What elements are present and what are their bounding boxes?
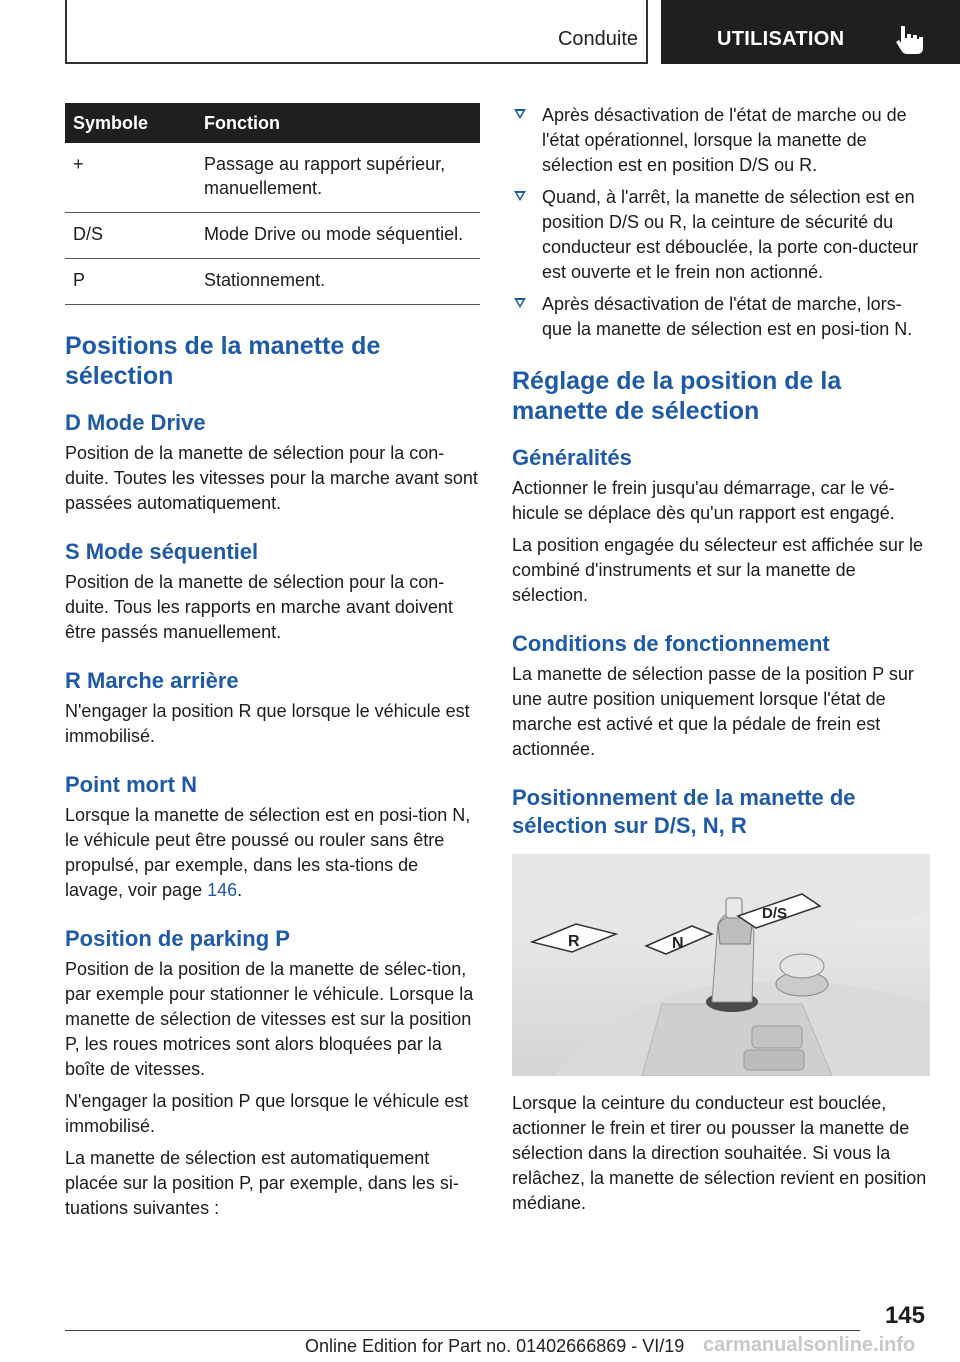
header-section-title: Conduite bbox=[557, 28, 638, 50]
right-column bbox=[512, 103, 930, 1216]
heading-conditions: Conditions de fonctionnement bbox=[512, 631, 830, 656]
figure-label-ds: D/S bbox=[762, 905, 788, 922]
paragraph-generalites-2: La position engagée du sélecteur est affichée sur le combiné d'instruments et sur la manette de sélection. bbox=[512, 535, 923, 605]
triangle-bullet-icon bbox=[514, 191, 526, 201]
function-cell: Stationnement. bbox=[196, 259, 480, 305]
function-table bbox=[65, 103, 480, 305]
paragraph-reverse: N'engager la position R que lorsque le véhicule est immobilisé. bbox=[65, 701, 470, 746]
page-number: 145 bbox=[884, 1302, 925, 1329]
footer-watermark: carmanualsonline.info bbox=[703, 1334, 916, 1356]
symbol-cell: + bbox=[65, 143, 196, 213]
heading-generalites: Généralités bbox=[512, 445, 632, 470]
paragraph-neutral-text: Lorsque la manette de sélection est en posi-tion N, le véhicule peut être poussé ou rouler sans être propulsé, par exemple, dans les sta-tions de lavage, voir page bbox=[65, 805, 471, 900]
figure-label-r: R bbox=[568, 933, 580, 950]
heading-reglage: Réglage de la position de la manette de sélection bbox=[512, 367, 842, 425]
column-header-symbol: Symbole bbox=[65, 103, 196, 143]
paragraph-sequential-mode: Position de la manette de sélection pour la con-duite. Tous les rapports en marche avant doivent être passés manuellement. bbox=[65, 572, 453, 642]
paragraph-conditions: La manette de sélection passe de la position P sur une autre position uniquement lorsque l'état de marche est activé et que la pédale de frein est actionnée. bbox=[512, 664, 914, 759]
gear-selector-illustration bbox=[512, 854, 930, 1076]
symbol-cell: P bbox=[65, 259, 196, 305]
footer-edition: Online Edition for Part no. 01402666869 - VI/19 bbox=[305, 1336, 685, 1356]
triangle-bullet-icon bbox=[514, 109, 526, 119]
list-item bbox=[512, 185, 930, 285]
paragraph-parking-1: Position de la position de la manette de sélec-tion, par exemple pour stationner le véhicule. Lorsque la manette de sélection de vitesses est sur la position P, les roues motrices sont alors bloquées par la boîte de vitesses. bbox=[65, 959, 474, 1079]
column-header-function: Fonction bbox=[196, 103, 480, 143]
paragraph-generalites-1: Actionner le frein jusqu'au démarrage, car le vé-hicule se déplace dès qu'un rapport est engagé. bbox=[512, 478, 895, 523]
heading-positionnement: Positionnement de la manette de sélection sur D/S, N, R bbox=[512, 785, 856, 838]
page-link-146[interactable]: 146 bbox=[207, 880, 238, 900]
list-item bbox=[512, 103, 930, 178]
footer-divider bbox=[65, 1330, 860, 1331]
function-cell: Mode Drive ou mode séquentiel. bbox=[196, 213, 480, 259]
left-column bbox=[65, 103, 480, 1221]
hand-pointer-icon bbox=[893, 22, 927, 56]
table-header-row bbox=[65, 103, 480, 143]
paragraph-neutral-end: . bbox=[237, 880, 243, 900]
list-item bbox=[512, 292, 930, 342]
paragraph-parking-2: N'engager la position P que lorsque le véhicule est immobilisé. bbox=[65, 1091, 469, 1136]
heading-parking: Position de parking P bbox=[65, 926, 290, 951]
function-cell: Passage au rapport supérieur, manuellement. bbox=[196, 143, 480, 213]
table-row bbox=[65, 143, 480, 213]
paragraph-parking-3: La manette de sélection est automatiquement placée sur la position P, par exemple, dans les si-tuations suivantes : bbox=[65, 1148, 459, 1218]
table-row bbox=[65, 213, 480, 259]
heading-reverse: R Marche arrière bbox=[65, 668, 239, 693]
figure-label-n: N bbox=[672, 935, 684, 952]
header-chapter-title: UTILISATION bbox=[717, 28, 845, 50]
triangle-bullet-icon bbox=[514, 298, 526, 308]
heading-drive-mode: D Mode Drive bbox=[65, 410, 206, 435]
heading-positions: Positions de la manette de sélection bbox=[65, 332, 381, 390]
bullet-text: Après désactivation de l'état de marche ou de l'état opérationnel, lorsque la manette de sélection est en position D/S ou R. bbox=[542, 105, 907, 175]
symbol-cell: D/S bbox=[65, 213, 196, 259]
header-chapter-tab bbox=[661, 0, 960, 64]
table-row bbox=[65, 259, 480, 305]
heading-neutral: Point mort N bbox=[65, 772, 197, 797]
paragraph-final: Lorsque la ceinture du conducteur est bouclée, actionner le frein et tirer ou pousser la manette de sélection dans la direction souhaitée. Si vous la relâchez, la manette de sélection revient en position médiane. bbox=[512, 1093, 927, 1213]
bullet-text: Quand, à l'arrêt, la manette de sélection est en position D/S ou R, la ceinture de sécurité du conducteur est débouclée, la porte con-ducteur est ouverte et le frein non actionné. bbox=[542, 187, 919, 282]
paragraph-neutral bbox=[65, 803, 480, 903]
bullet-text: Après désactivation de l'état de marche, lors-que la manette de sélection est en posi-tion N. bbox=[542, 294, 913, 339]
heading-sequential-mode: S Mode séquentiel bbox=[65, 539, 259, 564]
paragraph-drive-mode: Position de la manette de sélection pour la con-duite. Toutes les vitesses pour la marche avant sont passées automatiquement. bbox=[65, 443, 478, 513]
